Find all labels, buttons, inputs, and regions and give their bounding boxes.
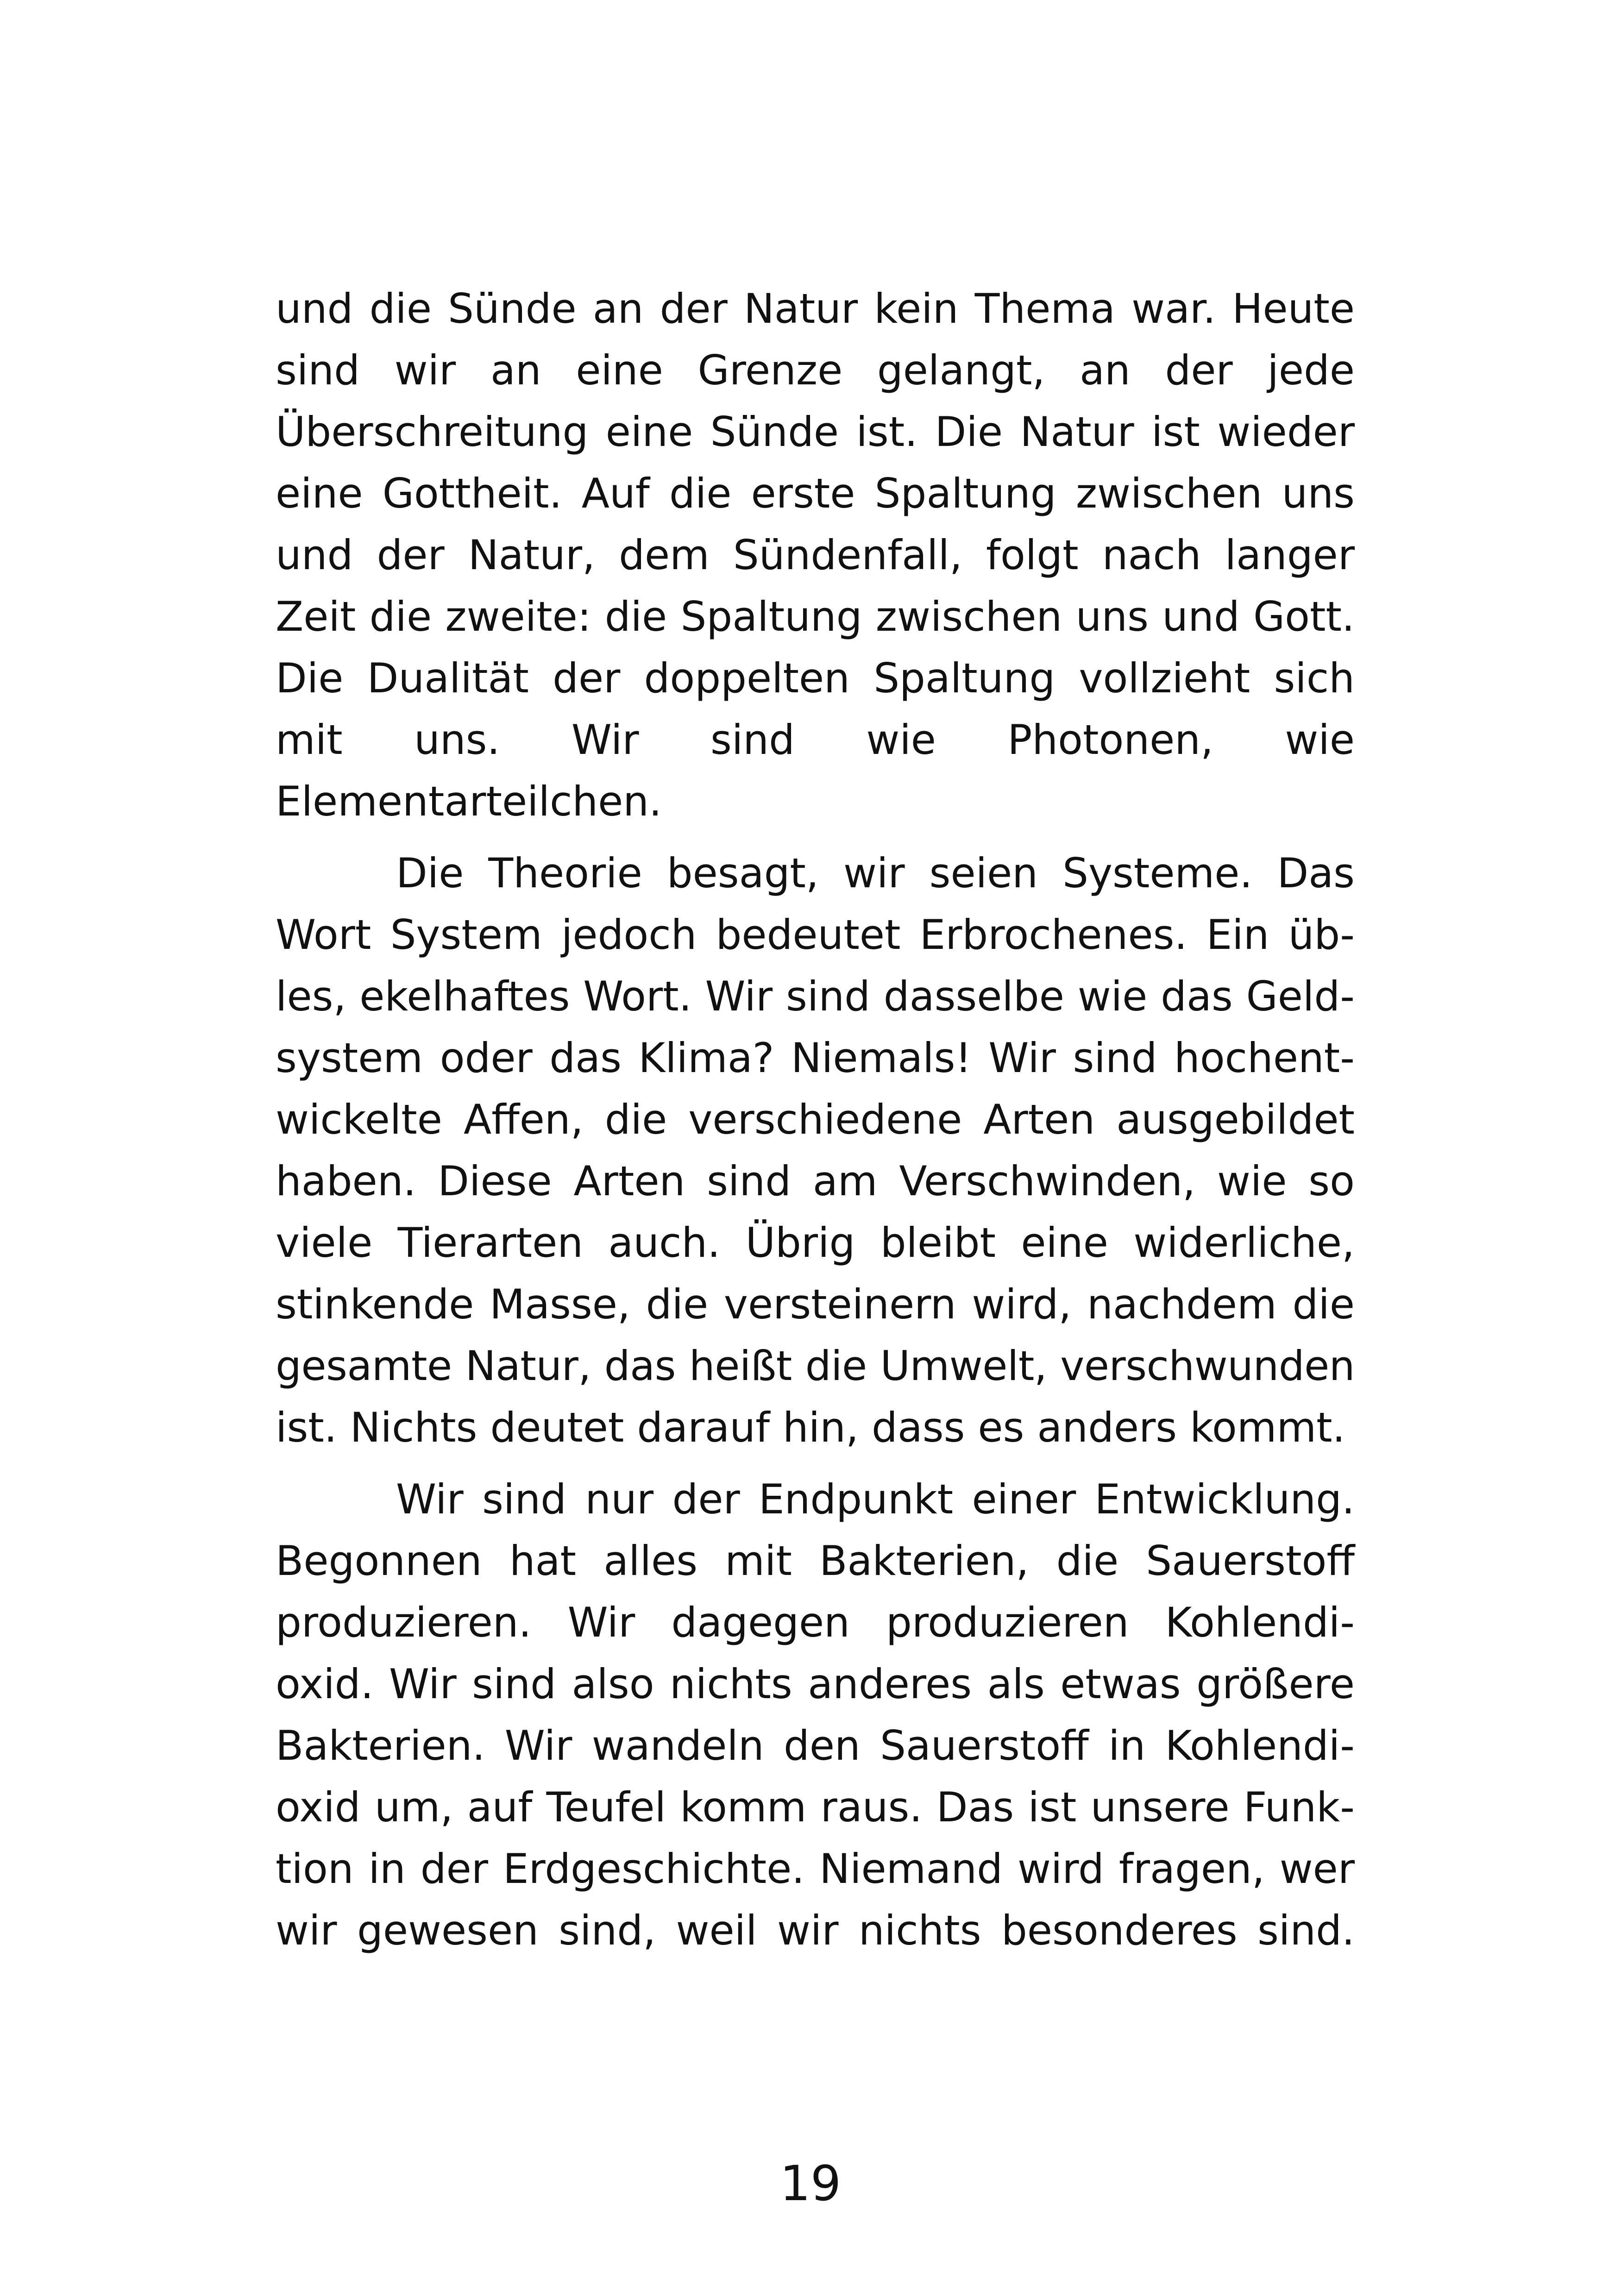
page-number: 19 [779,2155,842,2212]
paragraph-2 [276,842,1355,1458]
text-line: system oder das Klima? Niemals! Wir sind hochent- [276,1034,1355,1082]
text-line: Die Dualität der doppelten Spaltung vollzieht sich [276,654,1355,702]
text-line: Begonnen hat alles mit Bakterien, die Sauerstoff [276,1537,1355,1585]
text-line: les, ekelhaftes Wort. Wir sind dasselbe wie das Geld- [276,972,1355,1020]
text-line: viele Tierarten auch. Übrig bleibt eine widerliche, [276,1219,1355,1267]
text-line: Wir sind nur der Endpunkt einer Entwicklung. [396,1475,1355,1523]
text-line: produzieren. Wir dagegen produzieren Kohlendi- [276,1599,1355,1646]
text-line: wir gewesen sind, weil wir nichts besonderes sind. [276,1907,1355,1954]
text-line: tion in der Erdgeschichte. Niemand wird fragen, wer [276,1845,1355,1893]
text-line: sind wir an eine Grenze gelangt, an der jede [276,346,1355,394]
paragraph-1 [276,278,1355,832]
text-line: und die Sünde an der Natur kein Thema war. Heute [276,285,1355,332]
body-text [276,278,1355,1961]
text-line: Bakterien. Wir wandeln den Sauerstoff in Kohlendi- [276,1722,1355,1769]
paragraph-3 [276,1468,1355,1961]
text-line: wickelte Affen, die verschiedene Arten ausgebildet [276,1096,1355,1143]
text-line: oxid um, auf Teufel komm raus. Das ist unsere Funk- [276,1783,1355,1831]
text-line: stinkende Masse, die versteinern wird, nachdem die [276,1280,1355,1328]
text-line: ist. Nichts deutet darauf hin, dass es anders kommt. [276,1404,1345,1451]
text-line: Zeit die zweite: die Spaltung zwischen uns und Gott. [276,593,1355,640]
text-line: und der Natur, dem Sündenfall, folgt nach langer [276,531,1355,579]
text-line: eine Gottheit. Auf die erste Spaltung zwischen uns [276,470,1355,517]
text-line: Wort System jedoch bedeutet Erbrochenes. Ein üb- [276,911,1355,959]
text-line: mit uns. Wir sind wie Photonen, wie [276,716,1355,764]
text-line: haben. Diese Arten sind am Verschwinden, wie so [276,1157,1355,1205]
text-line: oxid. Wir sind also nichts anderes als etwas größere [276,1660,1355,1708]
text-line: Elementarteilchen. [276,778,662,825]
text-line: Überschreitung eine Sünde ist. Die Natur ist wieder [276,408,1355,456]
text-line: gesamte Natur, das heißt die Umwelt, verschwunden [276,1342,1355,1390]
text-line: Die Theorie besagt, wir seien Systeme. Das [396,849,1355,897]
